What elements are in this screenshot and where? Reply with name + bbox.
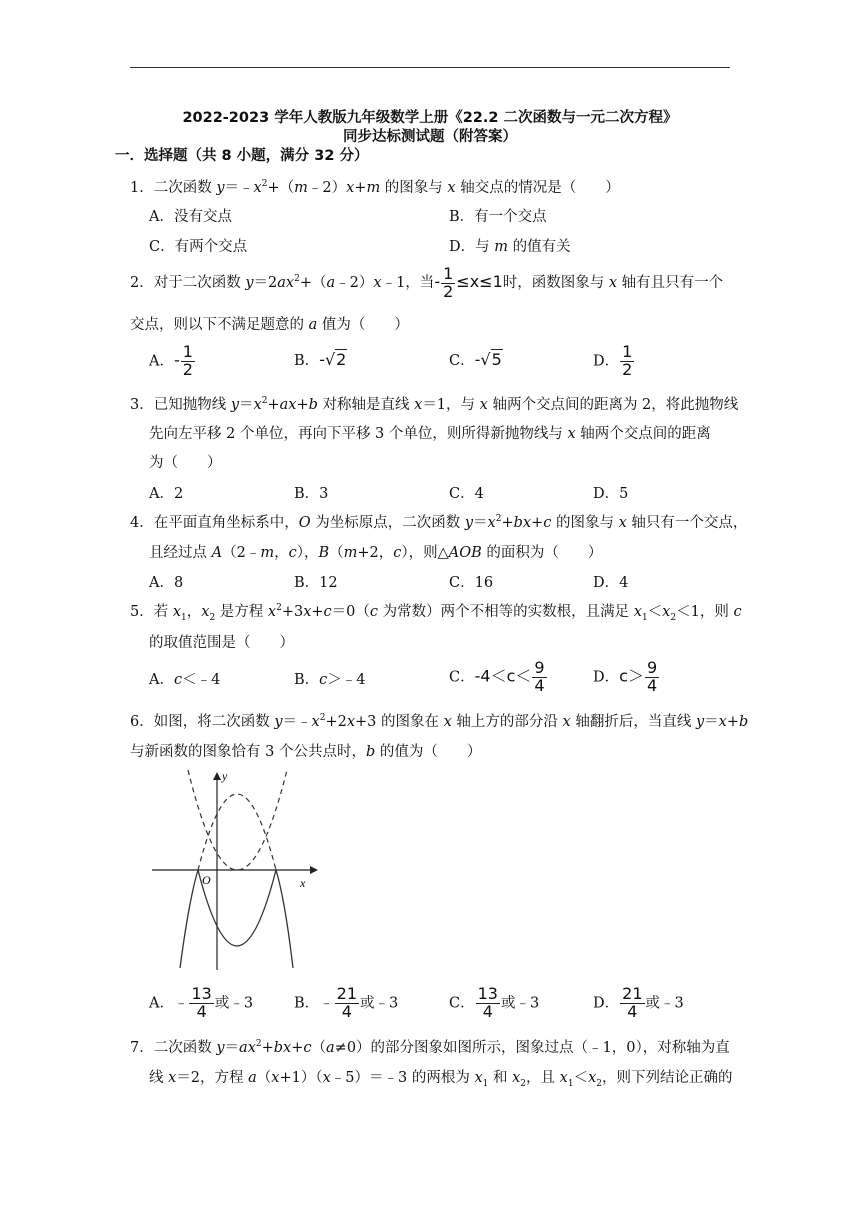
- document-subtitle: 同步达标测试题（附答案）: [343, 129, 517, 145]
- q2-option-a[interactable]: A．- $\frac{1}{2}$: [149, 342, 193, 379]
- header-rule: [130, 67, 730, 68]
- q2-option-b[interactable]: B．-√2: [294, 350, 347, 369]
- question-4-stem-line2: 且经过点 A（2﹣m，c），B（m+2，c），则△AOB 的面积为（ ）: [149, 545, 603, 561]
- q5-option-a[interactable]: A．c＜﹣4: [149, 672, 221, 688]
- question-7-stem-line1: 7．二次函数 $y=ax^2+bx+c(a\ne 0)$的部分图象如图所示，图象过点（﹣1，0），对称轴为直: [130, 1039, 730, 1056]
- q2-inequality-fraction: $\frac{1}{2}$: [443, 263, 454, 301]
- dashed-parabola-hump: [198, 794, 276, 870]
- q6-option-d[interactable]: D． $\frac{21}{4}$ 或﹣3: [593, 984, 684, 1021]
- q2-option-d[interactable]: D． $\frac{1}{2}$: [593, 342, 633, 379]
- q1-option-d[interactable]: D．与 m 的值有关: [449, 239, 571, 255]
- graph-x-label: x: [300, 876, 306, 890]
- q5-option-c[interactable]: C．-4＜c＜ $\frac{9}{4}$: [449, 658, 545, 695]
- question-5-stem-line1: 5．若 $x_1$，$x_2$ 是方程 $x^2+3x+c=0(c$ 为常数）两个不相等的实数根，且满足 $x_1<x_2<1$，则 c: [130, 603, 742, 623]
- graph-origin-label: O: [202, 873, 211, 887]
- q3-option-c[interactable]: C．4: [449, 486, 484, 502]
- q5-option-b[interactable]: B．c＞﹣4: [294, 672, 366, 688]
- question-2-stem-line2: 交点，则以下不满足题意的 a 值为（ ）: [130, 317, 409, 333]
- q4-option-b[interactable]: B．12: [294, 575, 338, 591]
- question-1-stem: 1．二次函数 $y=﹣x^2+(m﹣2)x+m$ 的图象与 x 轴交点的情况是（ ）: [130, 179, 620, 196]
- question-4-stem-line1: 4．在平面直角坐标系中，O 为坐标原点，二次函数 $y=x^2+bx+c$ 的图象与 x 轴只有一个交点，: [130, 514, 748, 531]
- q6-option-c[interactable]: C． $\frac{13}{4}$ 或﹣3: [449, 984, 540, 1021]
- question-6-stem-line2: 与新函数的图象恰有 3 个公共点时，b 的值为（ ）: [130, 744, 482, 760]
- q6-option-b[interactable]: B．﹣ $\frac{21}{4}$ 或﹣3: [294, 984, 399, 1021]
- x-axis-arrow-icon: [310, 866, 318, 874]
- question-5-stem-line2: 的取值范围是（ ）: [149, 635, 294, 651]
- question-7-stem-line2: 线 x＝2，方程 a（x+1）（x﹣5）＝﹣3 的两根为 $x_1$ 和 $x_2$，且 $x_1<x_2$，则下列结论正确的: [149, 1070, 733, 1089]
- y-axis-arrow-icon: [213, 772, 221, 780]
- section-heading: 一．选择题（共 8 小题，满分 32 分）: [115, 148, 369, 164]
- q6-function-graph: [150, 770, 330, 975]
- question-3-stem-line2: 先向左平移 2 个单位，再向下平移 3 个单位，则所得新抛物线与 x 轴两个交点间的距离: [149, 426, 711, 442]
- q4-option-c[interactable]: C．16: [449, 575, 494, 591]
- q1-option-a[interactable]: A．没有交点: [149, 209, 232, 225]
- q3-option-a[interactable]: A．2: [149, 486, 184, 502]
- q1-option-b[interactable]: B．有一个交点: [449, 209, 547, 225]
- solid-folded-curve: [180, 870, 293, 968]
- q1-option-c[interactable]: C．有两个交点: [149, 239, 248, 255]
- q3-option-d[interactable]: D．5: [593, 486, 629, 502]
- q6-option-a[interactable]: A．﹣ $\frac{13}{4}$ 或﹣3: [149, 984, 254, 1021]
- q4-option-d[interactable]: D．4: [593, 575, 629, 591]
- question-2-stem-line1: 2．对于二次函数 $y=2ax^2+(a﹣2)x﹣1$，当- $\frac{1}{2}$ ≤x≤1时，函数图象与 x 轴有且只有一个: [130, 263, 724, 301]
- question-6-stem-line1: 6．如图，将二次函数 $y=﹣x^2+2x+3$ 的图象在 x 轴上方的部分沿 x 轴翻折后，当直线 y＝x+b: [130, 713, 749, 730]
- question-3-stem-line1: 3．已知抛物线 $y=x^2+ax+b$ 对称轴是直线 x＝1，与 x 轴两个交点间的距离为 2，将此抛物线: [130, 396, 739, 413]
- document-title: 2022-2023 学年人教版九年级数学上册《22.2 二次函数与一元二次方程》: [182, 110, 678, 126]
- q5-option-d[interactable]: D．c＞ $\frac{9}{4}$: [593, 658, 658, 695]
- q2-option-c[interactable]: C．-√5: [449, 350, 502, 369]
- q3-option-b[interactable]: B．3: [294, 486, 329, 502]
- graph-y-label: y: [222, 770, 228, 783]
- question-3-stem-line3: 为（ ）: [149, 455, 222, 471]
- q4-option-a[interactable]: A．8: [149, 575, 184, 591]
